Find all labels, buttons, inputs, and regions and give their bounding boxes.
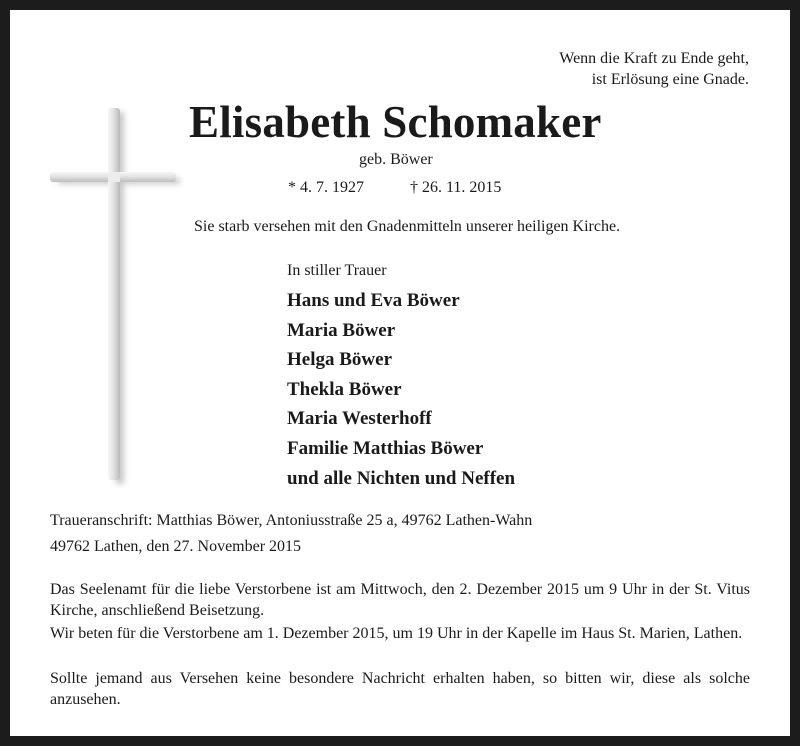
death-date: † 26. 11. 2015 bbox=[410, 179, 502, 196]
motto-line-1: Wenn die Kraft zu Ende geht, bbox=[559, 50, 749, 67]
motto bbox=[559, 48, 749, 90]
notice-info: Sollte jemand aus Versehen keine besondere Nachricht erhalten haben, so bitten wir, diese als solche anzusehen. bbox=[50, 670, 750, 708]
mourner-name: Maria Böwer bbox=[287, 319, 396, 341]
mourning-intro: In stiller Trauer bbox=[287, 262, 387, 279]
prayer-info: Wir beten für die Verstorbene am 1. Dezember 2015, um 19 Uhr in der Kapelle im Haus St. Marien, Lathen. bbox=[50, 625, 743, 642]
mourners-list bbox=[287, 286, 515, 493]
deceased-name: Elisabeth Schomaker bbox=[189, 97, 602, 147]
birth-date: * 4. 7. 1927 bbox=[288, 179, 364, 196]
mourner-name: Helga Böwer bbox=[287, 349, 393, 371]
motto-line-2: ist Erlösung eine Gnade. bbox=[591, 71, 749, 88]
mourning-address: Traueranschrift: Matthias Böwer, Antoniusstraße 25 a, 49762 Lathen-Wahn bbox=[50, 512, 533, 529]
mourner-name: und alle Nichten und Neffen bbox=[287, 467, 516, 489]
birth-name: geb. Böwer bbox=[359, 151, 433, 168]
cross-icon bbox=[44, 104, 184, 489]
mourner-name: Hans und Eva Böwer bbox=[287, 290, 460, 311]
service-info: Das Seelenamt für die liebe Verstorbene ist am Mittwoch, den 2. Dezember 2015 um 9 Uhr in der St. Vitus Kirche, anschließend Beisetzung. bbox=[50, 581, 750, 619]
mourner-name: Familie Matthias Böwer bbox=[287, 437, 484, 459]
cross-vertical-beam bbox=[108, 108, 120, 480]
mourner-name: Maria Westerhoff bbox=[287, 408, 432, 430]
faith-statement: Sie starb versehen mit den Gnadenmitteln unserer heiligen Kirche. bbox=[194, 218, 621, 235]
place-date: 49762 Lathen, den 27. November 2015 bbox=[50, 538, 302, 555]
mourner-name: Thekla Böwer bbox=[287, 378, 402, 400]
